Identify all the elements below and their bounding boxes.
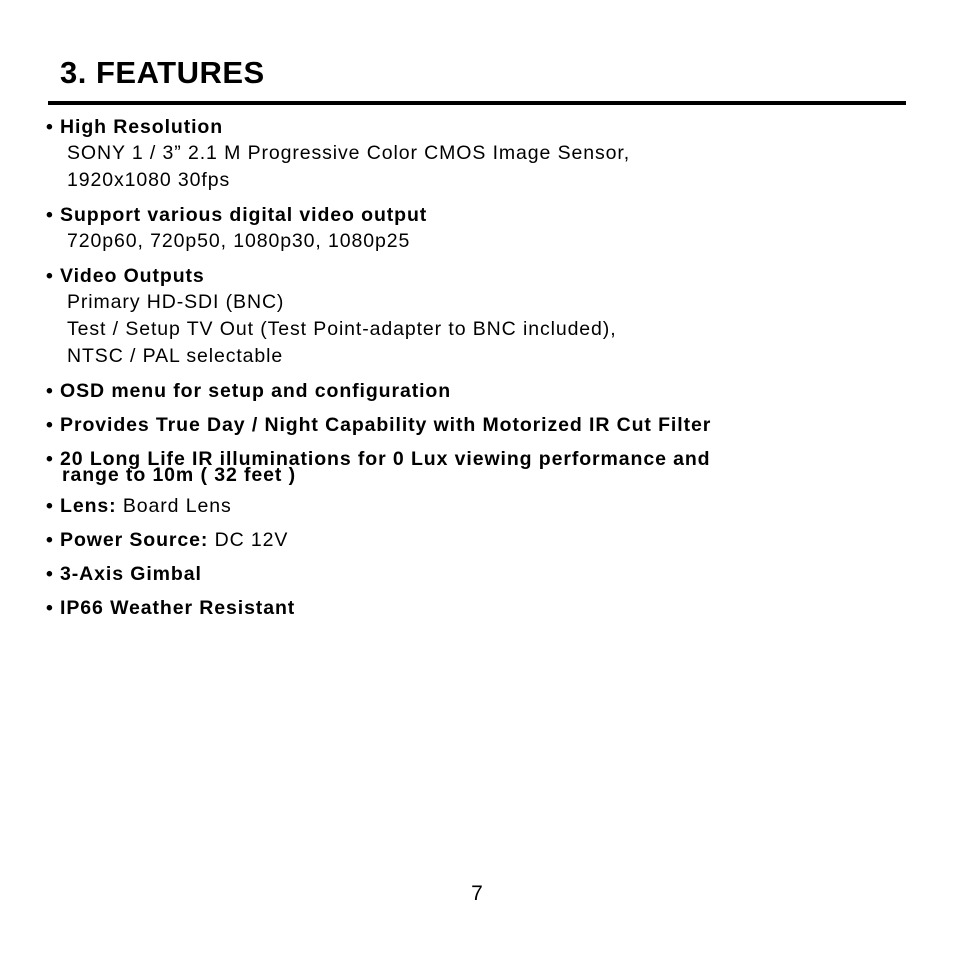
feature-value: DC 12V [214,529,289,551]
bullet-icon: • [46,448,61,470]
feature-detail: 720p60, 720p50, 1080p30, 1080p25 [67,230,411,252]
feature-video-outputs [46,263,906,370]
feature-heading-line [46,378,906,404]
feature-heading: 20 Long Life IR illuminations for 0 Lux viewing performance and [60,448,711,470]
title-underline [48,101,906,105]
feature-detail: 1920x1080 30fps [67,169,231,191]
bullet-icon: • [46,529,61,551]
bullet-icon: • [46,563,61,585]
feature-heading: OSD menu for setup and configuration [60,380,452,402]
feature-day-night [46,412,906,438]
bullet-icon: • [46,414,61,436]
bullet-icon: • [46,495,61,517]
feature-heading: High Resolution [60,116,224,138]
feature-heading-line [46,263,906,289]
feature-heading-line [46,202,906,228]
feature-high-resolution [46,114,906,194]
feature-value: Board Lens [122,495,232,517]
feature-gimbal [46,561,906,587]
feature-weather-resistant [46,595,906,621]
bullet-icon: • [46,204,61,226]
bullet-icon: • [46,265,61,287]
feature-heading-line [46,527,906,553]
feature-heading: Lens: [60,495,117,517]
feature-heading: Power Source: [60,529,209,551]
feature-detail: NTSC / PAL selectable [67,345,284,367]
feature-heading-line [46,561,906,587]
feature-osd-menu [46,378,906,404]
bullet-icon: • [46,380,61,402]
feature-video-output [46,202,906,255]
feature-detail: SONY 1 / 3” 2.1 M Progressive Color CMOS Image Sensor, [67,142,631,164]
feature-power-source [46,527,906,553]
feature-heading: Provides True Day / Night Capability with Motorized IR Cut Filter [60,414,712,436]
feature-heading: Video Outputs [60,265,205,287]
feature-heading-line [46,412,906,438]
page-number: 7 [471,882,483,905]
feature-ir-illuminations [46,446,906,485]
feature-lens [46,493,906,519]
bullet-icon: • [46,116,61,138]
feature-detail: Test / Setup TV Out (Test Point-adapter to BNC included), [67,318,617,340]
feature-heading-continuation: range to 10m ( 32 feet ) [62,464,296,486]
bullet-icon: • [46,597,61,619]
page-title: 3. FEATURES [60,55,265,90]
feature-heading: 3-Axis Gimbal [60,563,202,585]
feature-detail: Primary HD-SDI (BNC) [67,291,285,313]
feature-heading: Support various digital video output [60,204,428,226]
feature-heading-line [46,114,906,140]
feature-heading-line [46,493,906,519]
feature-heading: IP66 Weather Resistant [60,597,296,619]
features-list [46,114,906,629]
feature-heading-line [46,595,906,621]
